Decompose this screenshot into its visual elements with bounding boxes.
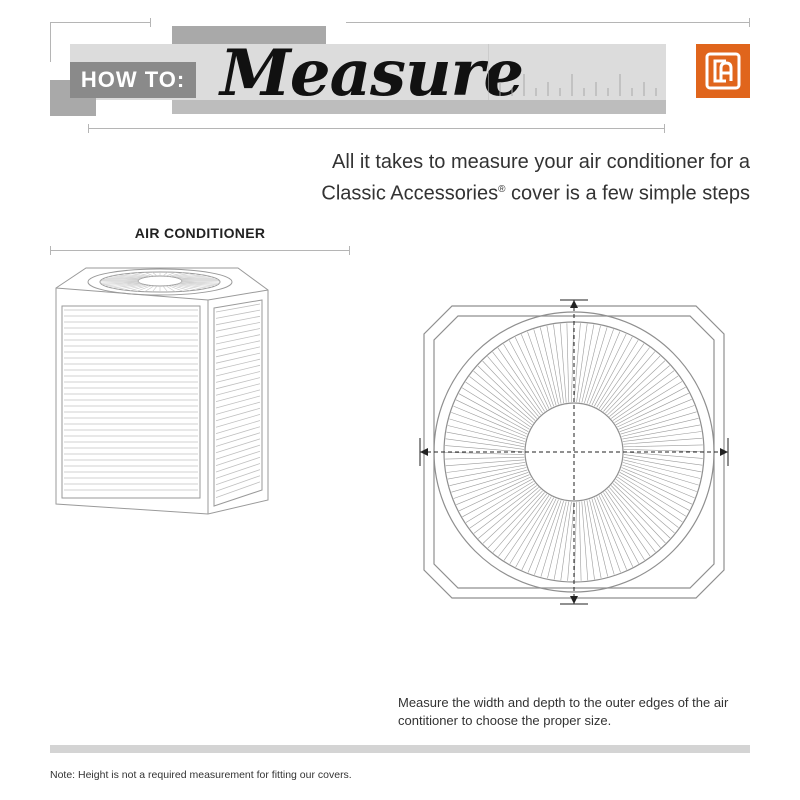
intro-line-2 (250, 176, 750, 208)
intro-brand: Classic Accessories (321, 182, 499, 205)
header-tick (150, 18, 151, 27)
header-line-top-right (346, 22, 750, 23)
page-title: Measure (220, 36, 524, 111)
registered-mark: ® (498, 184, 506, 195)
product-label-underline (50, 250, 350, 251)
measurement-diagram (414, 294, 734, 610)
brand-logo (696, 44, 750, 98)
intro-line-1: All it takes to measure your air conditioner for a (332, 151, 750, 173)
underline-tick (349, 246, 350, 255)
header-line-bottom (88, 128, 664, 129)
underline-tick (50, 246, 51, 255)
intro-line-2-rest: cover is a few simple steps (505, 182, 750, 205)
ruler-graphic (488, 44, 666, 100)
logo-icon (696, 44, 750, 98)
product-label: AIR CONDITIONER (134, 225, 266, 241)
how-to-label: HOW TO: (70, 62, 196, 98)
arrow-down-icon (570, 596, 578, 604)
header-line-top-left (50, 22, 150, 23)
footer-note: Note: Height is not a required measurement for fitting our covers. (50, 769, 352, 781)
header-tick (749, 18, 750, 27)
header-tick (88, 124, 89, 133)
arrow-up-icon (570, 300, 578, 308)
air-conditioner-illustration (48, 260, 273, 518)
instruction-text: Measure the width and depth to the outer edges of the air contitioner to choose the proper size. (398, 695, 729, 728)
header-tick (664, 124, 665, 133)
header-tick (50, 22, 51, 62)
intro-text (250, 148, 750, 208)
footer-divider (50, 745, 750, 753)
